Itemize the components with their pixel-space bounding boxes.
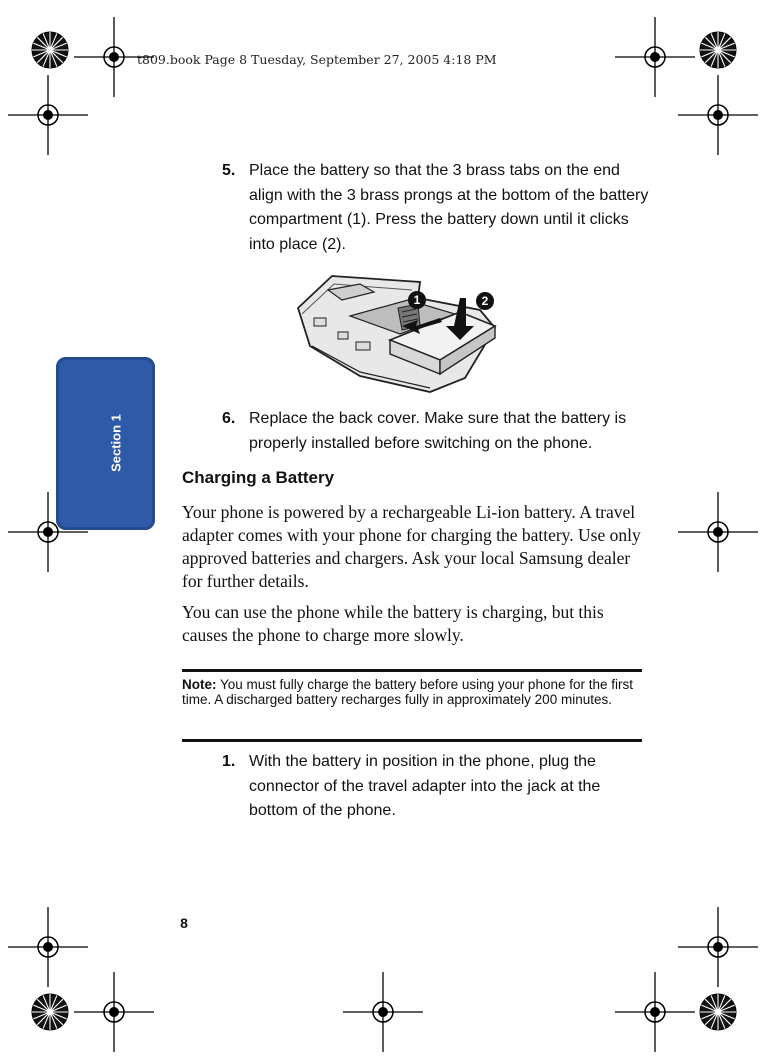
callout-2-label: 2 — [481, 294, 489, 308]
page-number: 8 — [180, 915, 188, 931]
step-1-text: With the battery in position in the phone, plug the connector of the travel adapter into the jack at the bottom of the phone. — [249, 753, 601, 819]
book-header-line: t809.book Page 8 Tuesday, September 27, 2005 4:18 PM — [137, 52, 497, 67]
battery-insertion-illustration — [290, 268, 510, 398]
note-top-rule — [182, 669, 642, 672]
callout-1-label: 1 — [413, 293, 421, 307]
section-tab — [56, 357, 155, 530]
step-6-number: 6. — [222, 410, 236, 427]
charging-paragraph-2: You can use the phone while the battery is charging, but this causes the phone to charge more slowly. — [182, 602, 604, 645]
section-heading-charging: Charging a Battery — [182, 468, 335, 487]
note-bottom-rule — [182, 739, 642, 742]
charging-paragraph-1: Your phone is powered by a rechargeable Li-ion battery. A travel adapter comes with your phone for charging the battery. Use only approved batteries and chargers. Ask your local Samsung dealer for further details. — [182, 502, 641, 591]
step-5-text: Place the battery so that the 3 brass tabs on the end align with the 3 brass prongs at the bottom of the battery compartment (1). Press the battery down until it clicks into place (2). — [249, 162, 649, 253]
note-text: You must fully charge the battery before using your phone for the first time. A discharged battery recharges fully in approximately 200 minutes. — [182, 677, 633, 707]
section-tab-label: Section 1 — [108, 414, 124, 472]
step-1-number: 1. — [222, 753, 236, 770]
note-block — [182, 678, 637, 707]
callout-1-badge — [408, 291, 426, 309]
step-5-number: 5. — [222, 162, 236, 179]
callout-2-badge — [476, 292, 494, 310]
note-label: Note: — [182, 677, 217, 692]
step-6-text: Replace the back cover. Make sure that the battery is properly installed before switching on the phone. — [249, 410, 627, 452]
